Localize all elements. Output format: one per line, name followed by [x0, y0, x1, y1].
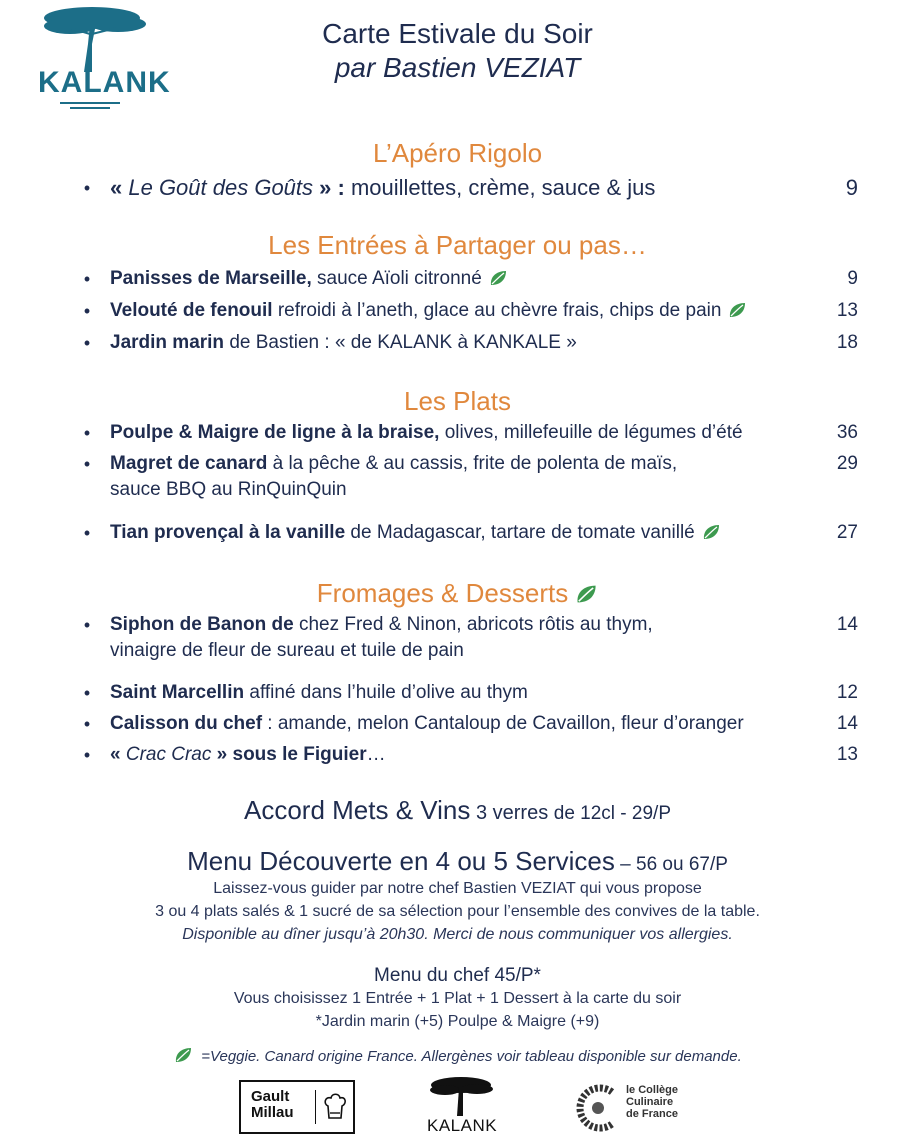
price: 9 — [845, 175, 858, 200]
accord-mets-vins: Accord Mets & Vins 3 verres de 12cl - 29/P — [244, 795, 671, 825]
gault-millau-logo: Gault Millau — [239, 1080, 355, 1134]
decouverte-line-3: Disponible au dîner jusqu’à 20h30. Merci de nous communiquer vos allergies. — [182, 926, 733, 943]
section-title-plats: Les Plats — [404, 386, 511, 416]
section-title-apero: L’Apéro Rigolo — [372, 138, 543, 168]
price: 27 — [836, 522, 858, 543]
leaf-icon — [727, 301, 747, 319]
menu-chef-title: Menu du chef 45/P* — [374, 965, 541, 986]
decouverte-line-1: Laissez-vous guider par notre chef Bastien VEZIAT qui vous propose — [213, 880, 702, 897]
veggie-legend: =Veggie. Canard origine France. Allergènes voir tableau disponible sur demande. — [0, 1046, 915, 1065]
logo-text: KALANK — [38, 66, 171, 99]
decouverte-line-2: 3 ou 4 plats salés & 1 sucré de sa sélection pour l’ensemble des convives de la table. — [155, 903, 760, 920]
chef-line-2: *Jardin marin (+5) Poulpe & Maigre (+9) — [315, 1013, 600, 1030]
leaf-icon — [173, 1046, 193, 1064]
leaf-icon — [701, 523, 721, 541]
price: 14 — [836, 713, 858, 734]
leaf-icon — [488, 269, 508, 287]
price: 13 — [836, 744, 858, 765]
price: 36 — [836, 422, 858, 443]
price: 14 — [836, 614, 858, 635]
menu-subtitle: par Bastien VEZIAT — [334, 52, 581, 83]
price: 18 — [836, 332, 858, 353]
price: 12 — [836, 682, 858, 703]
section-title-desserts: Fromages & Desserts — [0, 578, 915, 609]
price: 29 — [836, 453, 858, 474]
college-culinaire-logo: le Collège Culinaire de France — [572, 1076, 684, 1138]
section-title-entrees: Les Entrées à Partager ou pas… — [268, 230, 647, 260]
price: 13 — [836, 300, 858, 321]
leaf-icon — [574, 583, 598, 605]
menu-decouverte-title: Menu Découverte en 4 ou 5 Services – 56 ou 67/P — [187, 846, 728, 876]
kalank-footer-logo: KALANK — [425, 1076, 497, 1138]
college-emblem-icon — [572, 1082, 624, 1134]
menu-title: Carte Estivale du Soir — [322, 18, 593, 49]
price: 9 — [847, 268, 858, 289]
chef-line-1: Vous choisissez 1 Entrée + 1 Plat + 1 Dessert à la carte du soir — [233, 990, 682, 1007]
chef-hat-icon — [323, 1092, 347, 1122]
pine-tree-icon — [425, 1076, 497, 1116]
